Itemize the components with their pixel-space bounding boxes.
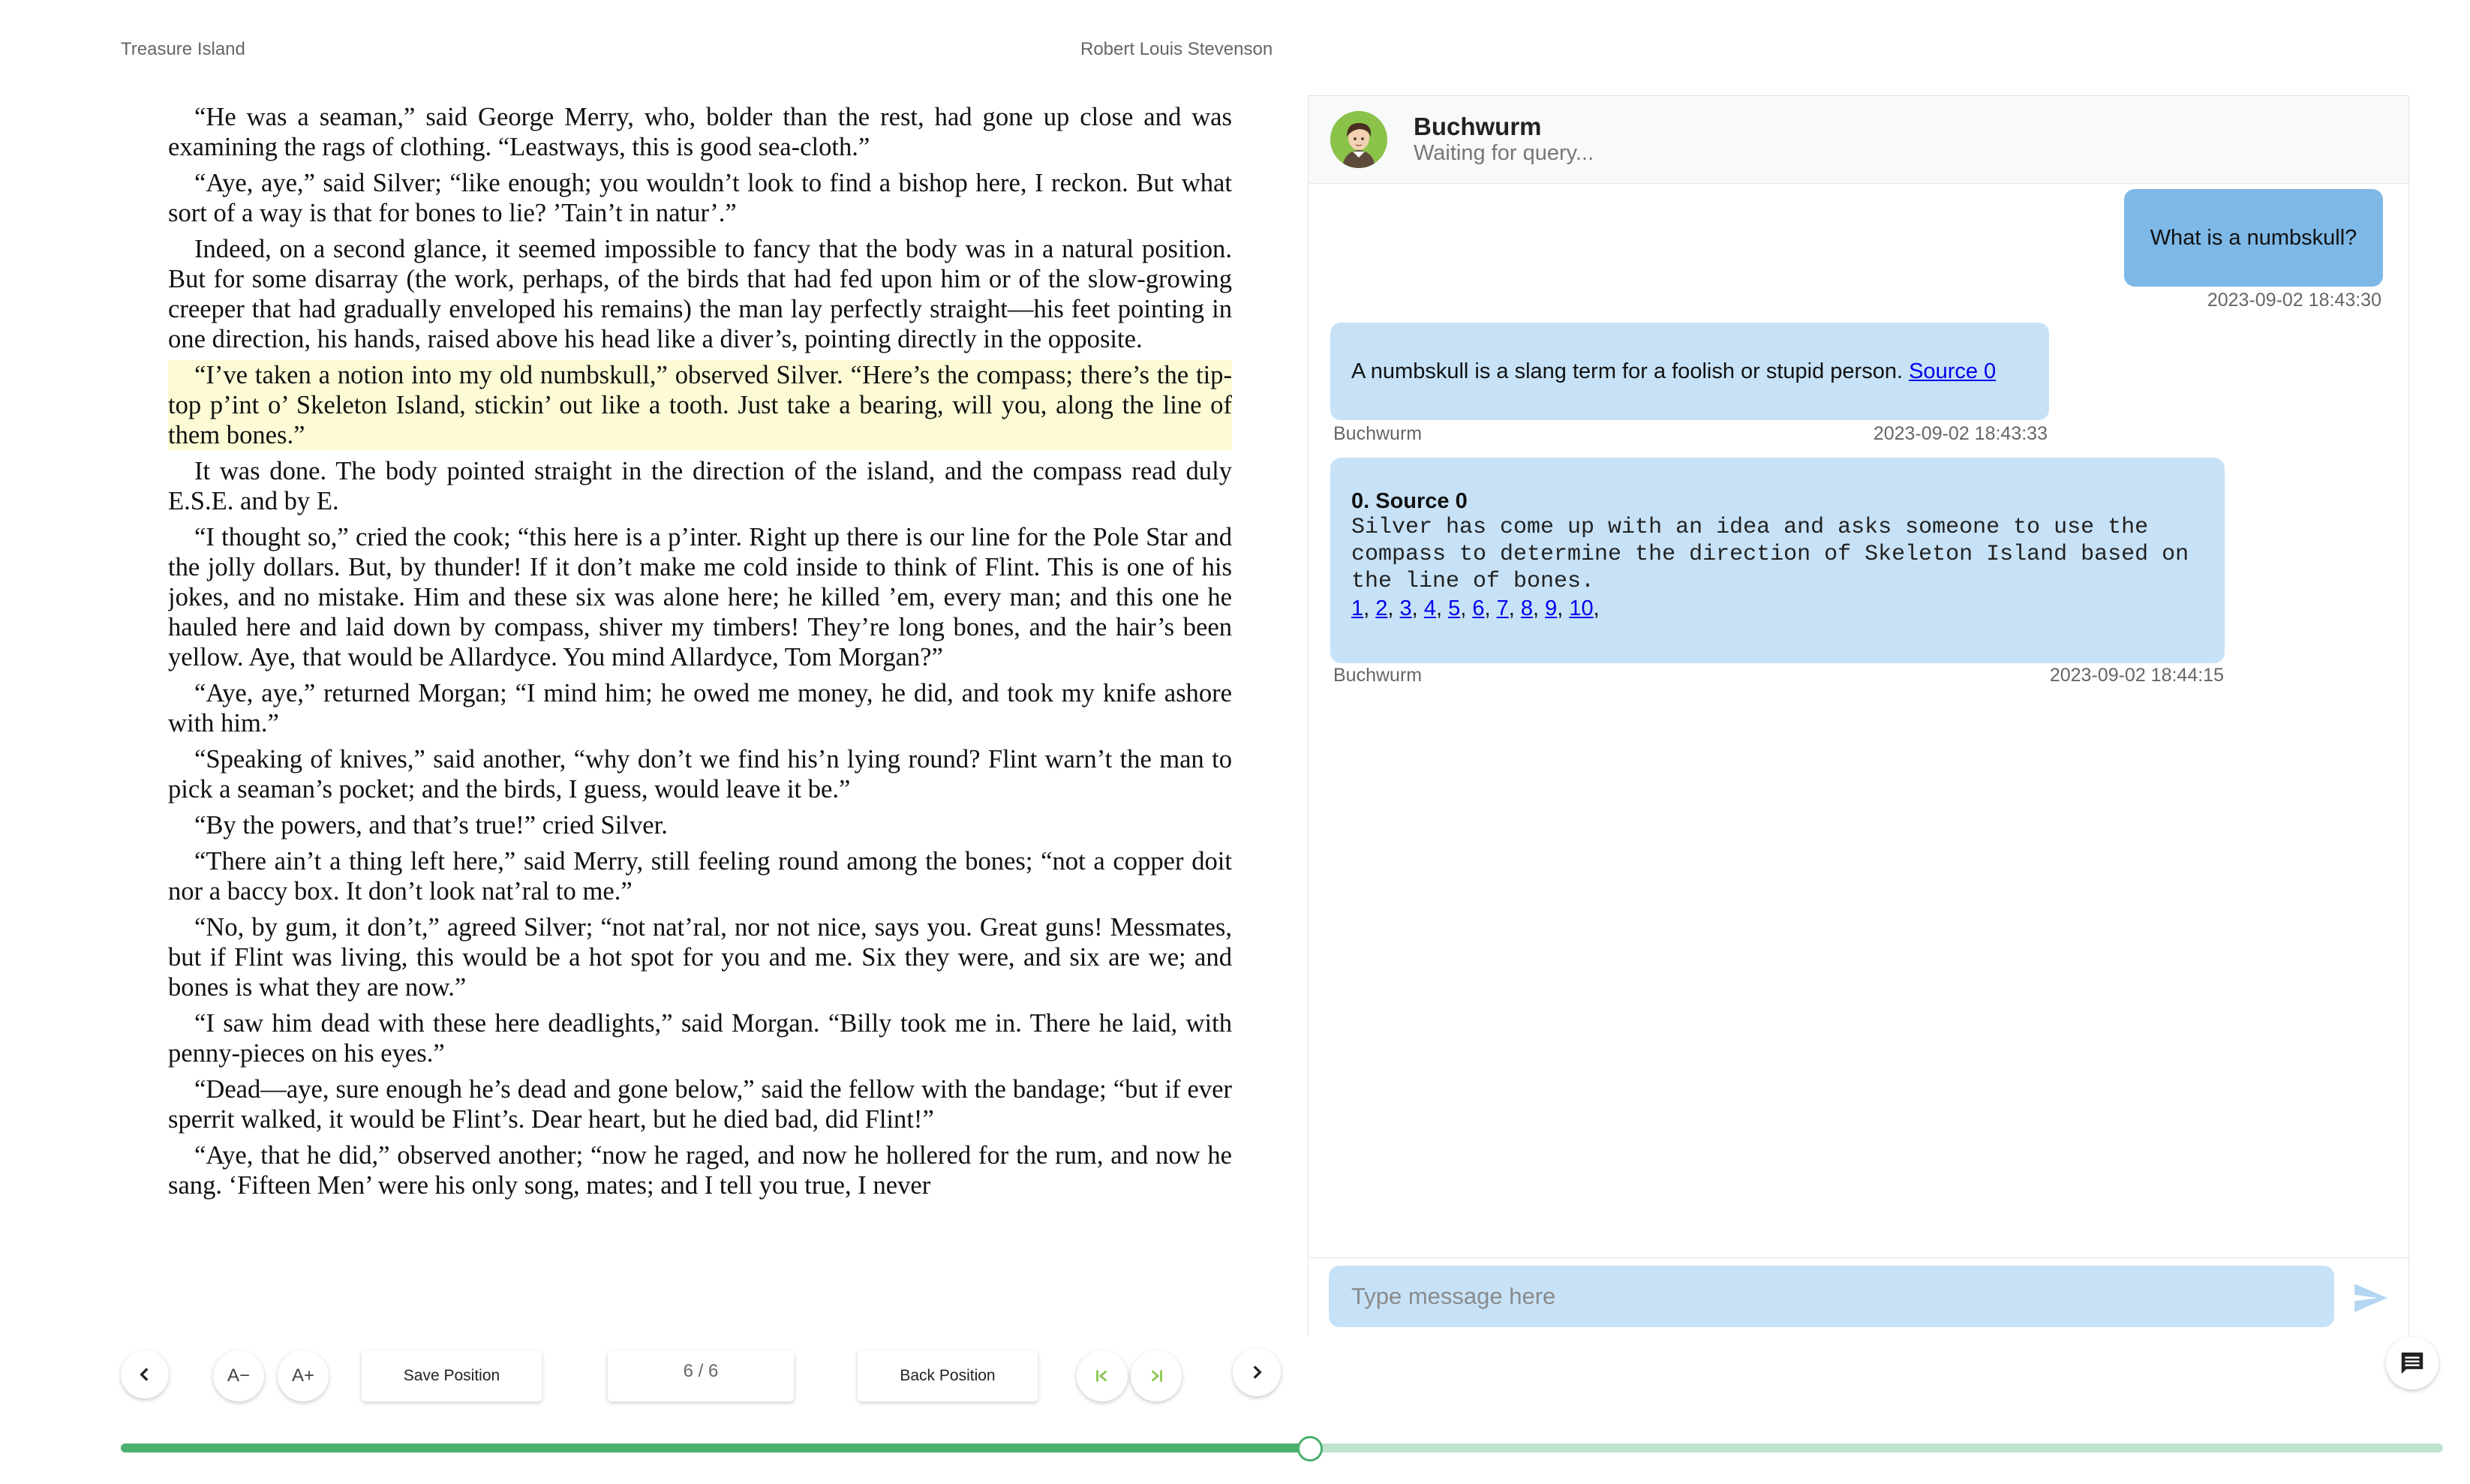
book-paragraph: “I thought so,” cried the cook; “this here is a p’inter. Right up there is our line for the Pole Star and the jolly dollars. But, by thunder! If it don’t make me cold inside to think of Flint. This is one of his jokes, and no mistake. Him and these six was alone here; he killed ’em, every man; and this one he hauled here and laid down by compass, shiver my timbers! They’re long bones, and the hair’s been yellow. Aye, that would be Allardyce. You mind Allardyce, Tom Morgan?” [168,523,1232,671]
book-paragraph: “By the powers, and that’s true!” cried Silver. [194,811,668,840]
bot-answer-bubble [1330,323,2049,420]
avatar-icon [1330,111,1387,168]
book-paragraph: “Aye, that he did,” observed another; “now he raged, and now he hollered for the rum, and now he sang. ‘Fifteen Men’ were his only song, mates; and I tell you true, I never [168,1141,1232,1200]
chevron-right-icon [1247,1362,1267,1382]
back-position-button[interactable]: Back Position [858,1350,1038,1401]
bot-name: Buchwurm [1414,113,1542,140]
next-page-button[interactable] [1233,1348,1281,1396]
skip-first-icon [1092,1366,1112,1386]
chat-panel [1308,95,2409,1336]
page-link[interactable]: 4 [1423,596,1436,620]
book-paragraph: It was done. The body pointed straight in the direction of the island, and the compass read duly E.S.E. and by E. [168,457,1232,515]
book-paragraph: “Speaking of knives,” said another, “why don’t we find his’n lying round? Flint warn’t the man to pick a seaman’s pocket; and the birds, I guess, would leave it be.” [168,745,1232,804]
chevron-left-icon [135,1365,155,1384]
source-bubble [1330,458,2225,663]
send-button[interactable] [2351,1279,2389,1317]
book-author: Robert Louis Stevenson [1080,39,1273,59]
book-title: Treasure Island [121,39,245,59]
reading-progress-fill [121,1443,1310,1452]
message-timestamp: 2023-09-02 18:43:30 [2207,290,2381,311]
page-indicator: 6 / 6 [608,1350,794,1401]
page-link[interactable]: 9 [1545,596,1558,620]
last-page-button[interactable] [1131,1350,1182,1401]
book-text [168,102,1232,1277]
source-title: 0. Source 0 [1351,489,1468,513]
message-sender: Buchwurm [1333,423,1423,444]
chat-icon [2398,1349,2426,1377]
highlighted-paragraph[interactable]: “I’ve taken a notion into my old numbskull,” observed Silver. “Here’s the compass; there’s the tip-top p’int o’ Skeleton Island, stickin’ out like a tooth. Just take a bearing, will you, along the line of them bones.” [168,361,1232,449]
user-message-text: What is a numbskull? [2150,225,2357,250]
book-paragraph: “Dead—aye, sure enough he’s dead and gone below,” said the fellow with the bandage; “but if ever sperrit walked, it would be Flint’s. Dear heart, but he died bad, did Flint!” [168,1075,1232,1134]
save-position-button[interactable]: Save Position [362,1350,542,1401]
chat-header [1309,96,2408,184]
page-link[interactable]: 3 [1399,596,1412,620]
page-link[interactable]: 10 [1569,596,1594,620]
previous-page-button[interactable] [121,1350,169,1398]
reading-progress-track[interactable] [121,1443,2443,1452]
book-paragraph: “Aye, aye,” returned Morgan; “I mind him; he owed me money, he did, and took my knife ashore with him.” [168,679,1232,737]
message-timestamp: 2023-09-02 18:43:33 [1873,423,2048,444]
source-summary: Silver has come up with an idea and asks someone to use the compass to determine the direction of Skeleton Island based on the line of bones. [1351,515,2189,594]
page-link[interactable]: 1 [1351,596,1364,620]
book-paragraph: “There ain’t a thing left here,” said Merry, still feeling round among the bones; “not a copper doit nor a baccy box. It don’t look nat’ral to me.” [168,847,1232,906]
send-icon [2351,1279,2389,1317]
book-paragraph: “I saw him dead with these here deadlights,” said Morgan. “Billy took me in. There he laid, with penny-pieces on his eyes.” [168,1009,1232,1068]
font-decrease-button[interactable]: A− [213,1350,264,1401]
book-paragraph: “No, by gum, it don’t,” agreed Silver; “not nat’ral, nor not nice, says you. Great guns! Messmates, but if Flint was living, this would be a hot spot for you and me. Six they were, and six are we; and bones is what they are now.” [168,913,1232,1002]
page-link[interactable]: 5 [1448,596,1461,620]
source-page-links: 1, 2, 3, 4, 5, 6, 7, 8, 9, 10, [1351,596,1600,620]
bot-avatar [1330,111,1387,168]
user-message-bubble [2124,189,2383,287]
page-link[interactable]: 6 [1472,596,1485,620]
book-paragraph: Indeed, on a second glance, it seemed impossible to fancy that the body was in a natural position. But for some disarray (the work, perhaps, of the birds that had fed upon him or of the slow-growing creeper that had gradually enveloped his remains) the man lay perfectly straight—his feet pointing in one direction, his hands, raised above his head like a diver’s, pointing directly in the opposite. [168,235,1232,353]
chat-toggle-button[interactable] [2386,1337,2438,1389]
bot-answer-text: A numbskull is a slang term for a foolish or stupid person. [1351,359,1904,383]
page-link[interactable]: 2 [1375,596,1388,620]
font-increase-button[interactable]: A+ [278,1350,329,1401]
message-composer [1309,1257,2408,1337]
reading-progress-handle[interactable] [1297,1436,1323,1461]
book-paragraph: “Aye, aye,” said Silver; “like enough; you wouldn’t look to find a bishop here, I reckon. But what sort of a way is that for bones to lie? ’Tain’t in natur’.” [168,169,1232,227]
message-timestamp: 2023-09-02 18:44:15 [2049,665,2224,686]
first-page-button[interactable] [1077,1350,1128,1401]
message-input[interactable] [1329,1266,2334,1327]
page-link[interactable]: 7 [1496,596,1509,620]
source-link[interactable]: Source 0 [1909,359,1997,383]
bot-status: Waiting for query... [1414,141,1594,165]
message-sender: Buchwurm [1333,665,1423,686]
book-paragraph: “He was a seaman,” said George Merry, who, bolder than the rest, had gone up close and was examining the rags of clothing. “Leastways, this is good sea-cloth.” [168,103,1232,161]
page-link[interactable]: 8 [1520,596,1533,620]
skip-last-icon [1146,1366,1166,1386]
